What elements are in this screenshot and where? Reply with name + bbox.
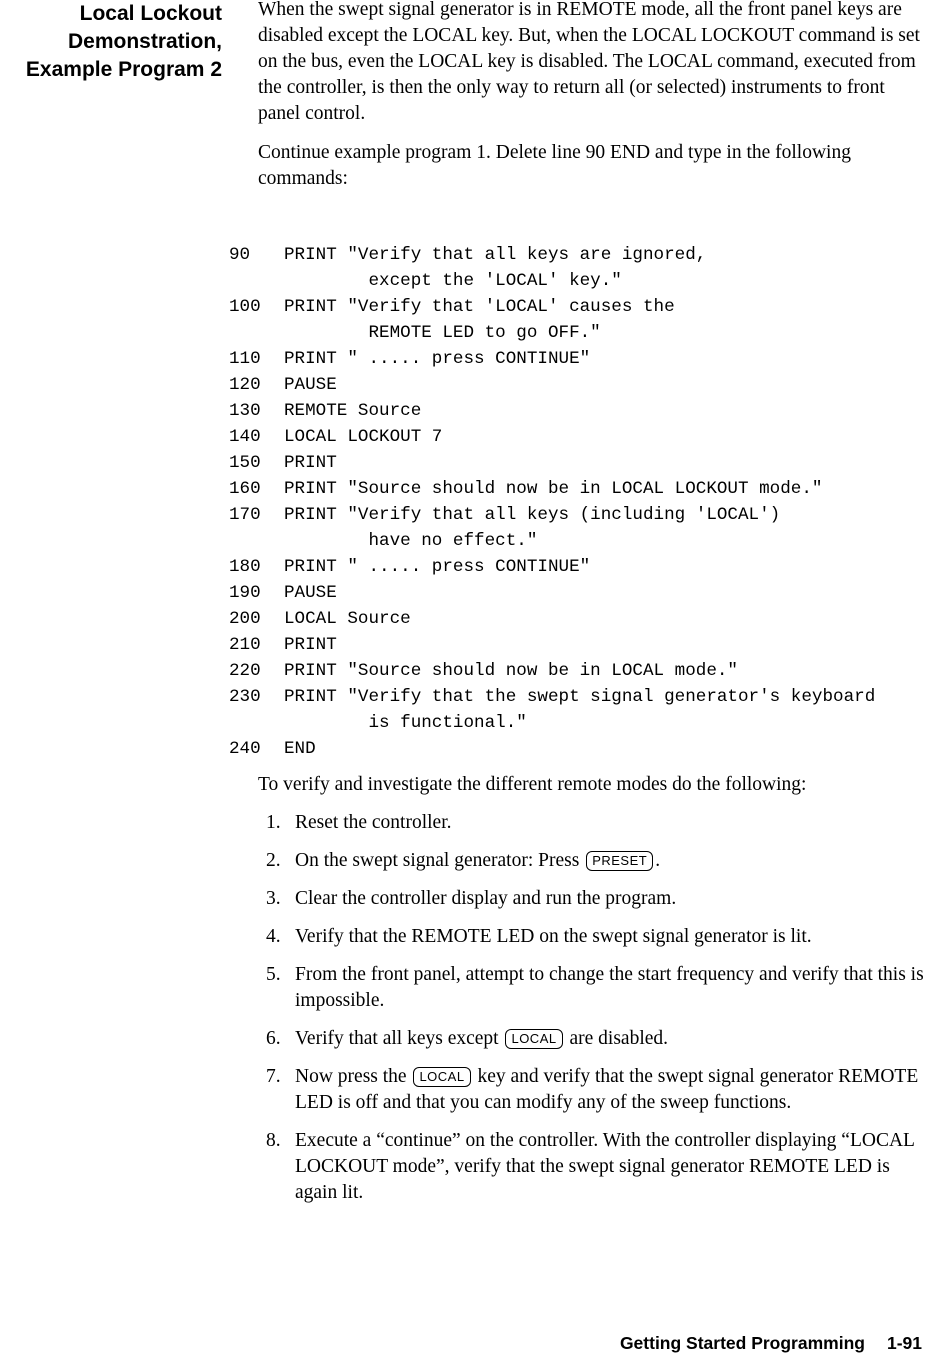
- line-number: 170: [229, 505, 261, 525]
- line-number: 140: [229, 427, 261, 447]
- page-footer: [620, 1333, 922, 1354]
- list-item: [266, 1026, 926, 1052]
- code-line: [229, 424, 875, 450]
- continue-paragraph: Continue example program 1. Delete line 90 END and type in the following commands:: [258, 142, 851, 189]
- preset-key: PRESET: [586, 851, 653, 871]
- step-text: [295, 1064, 926, 1116]
- line-number: 230: [229, 687, 261, 707]
- code-text: PRINT " ..... press CONTINUE": [284, 557, 591, 577]
- step-text-before: Verify that all keys except: [295, 1028, 499, 1049]
- steps-list: [266, 810, 926, 1218]
- heading-line: Example Program 2: [25, 58, 222, 81]
- code-text: PAUSE: [284, 583, 337, 603]
- step-text-before: On the swept signal generator: Press: [295, 850, 580, 871]
- code-text: is functional.": [284, 713, 527, 733]
- code-line: [229, 502, 875, 528]
- section-heading: [0, 0, 222, 84]
- code-line: [229, 736, 875, 762]
- heading-line: Local Lockout: [79, 2, 222, 25]
- code-line: [229, 242, 875, 268]
- code-line: [229, 606, 875, 632]
- page-number: 1-91: [886, 1333, 922, 1353]
- code-line: [229, 320, 875, 346]
- line-number: 100: [229, 297, 261, 317]
- step-text: [295, 1026, 926, 1052]
- verify-intro: To verify and investigate the different remote modes do the following:: [258, 774, 807, 795]
- list-item: [266, 886, 926, 912]
- code-text: PRINT: [284, 453, 337, 473]
- line-number: 210: [229, 635, 261, 655]
- step-text-before: Now press the: [295, 1066, 407, 1087]
- code-line: [229, 580, 875, 606]
- line-number: 190: [229, 583, 261, 603]
- code-text: PRINT " ..... press CONTINUE": [284, 349, 591, 369]
- list-item: [266, 924, 926, 950]
- step-number: 7.: [266, 1066, 281, 1087]
- line-number: [229, 268, 284, 294]
- list-item: [266, 962, 926, 1014]
- step-text-after: are disabled.: [569, 1028, 669, 1049]
- list-item: [266, 810, 926, 836]
- code-text: PRINT "Source should now be in LOCAL mode.": [284, 661, 738, 681]
- code-line: [229, 528, 875, 554]
- code-text: PRINT "Verify that the swept signal generator's keyboard: [284, 687, 876, 707]
- line-number: 130: [229, 401, 261, 421]
- heading-line: Demonstration,: [67, 30, 222, 53]
- line-number: 110: [229, 349, 261, 369]
- step-number: 8.: [266, 1130, 281, 1151]
- footer-title: Getting Started Programming: [619, 1333, 865, 1353]
- local-key: LOCAL: [413, 1067, 470, 1087]
- line-number: 90: [229, 245, 251, 265]
- list-item: [266, 1064, 926, 1116]
- step-number: 4.: [266, 926, 281, 947]
- code-text: except the 'LOCAL' key.": [284, 271, 622, 291]
- code-line: [229, 294, 875, 320]
- step-text: Execute a “continue” on the controller. With the controller displaying “LOCAL LOCKOUT mode”, verify that the swept signal generator REMOTE LED is again lit.: [295, 1130, 915, 1203]
- step-number: 3.: [266, 888, 281, 909]
- code-text: PRINT "Verify that 'LOCAL' causes the: [284, 297, 675, 317]
- line-number: 150: [229, 453, 261, 473]
- code-text: REMOTE LED to go OFF.": [284, 323, 601, 343]
- code-text: have no effect.": [284, 531, 538, 551]
- list-item: [266, 1128, 926, 1206]
- code-line: [229, 476, 875, 502]
- code-text: PRINT "Verify that all keys (including 'LOCAL'): [284, 505, 781, 525]
- intro-paragraph: When the swept signal generator is in REMOTE mode, all the front panel keys are disabled except the LOCAL key. But, when the LOCAL LOCKOUT command is set on the bus, even the LOCAL key is disabled. The LOCAL command, executed from the controller, is then the only way to return all (or selected) instruments to front panel control.: [258, 0, 920, 124]
- step-text-after: .: [655, 850, 661, 871]
- code-text: PRINT "Verify that all keys are ignored,: [284, 245, 707, 265]
- code-text: REMOTE Source: [284, 401, 422, 421]
- code-text: LOCAL LOCKOUT 7: [284, 427, 443, 447]
- code-line: [229, 684, 875, 710]
- code-line: [229, 268, 875, 294]
- code-line: [229, 632, 875, 658]
- line-number: 200: [229, 609, 261, 629]
- code-line: [229, 658, 875, 684]
- code-text: PAUSE: [284, 375, 337, 395]
- line-number: 120: [229, 375, 261, 395]
- step-text: From the front panel, attempt to change the start frequency and verify that this is impossible.: [295, 964, 924, 1011]
- line-number: [229, 528, 284, 554]
- step-number: 5.: [266, 964, 281, 985]
- intro-block: [258, 0, 926, 192]
- code-line: [229, 450, 875, 476]
- line-number: 160: [229, 479, 261, 499]
- step-text: Reset the controller.: [295, 812, 452, 833]
- code-text: PRINT "Source should now be in LOCAL LOCKOUT mode.": [284, 479, 823, 499]
- line-number: 220: [229, 661, 261, 681]
- code-text: LOCAL Source: [284, 609, 411, 629]
- code-listing: [229, 242, 875, 762]
- line-number: [229, 710, 284, 736]
- step-text: Verify that the REMOTE LED on the swept signal generator is lit.: [295, 926, 812, 947]
- step-text: [295, 848, 926, 874]
- line-number: 240: [229, 739, 261, 759]
- code-line: [229, 710, 875, 736]
- local-key: LOCAL: [505, 1029, 562, 1049]
- code-line: [229, 554, 875, 580]
- code-line: [229, 398, 875, 424]
- code-line: [229, 372, 875, 398]
- list-item: [266, 848, 926, 874]
- step-number: 1.: [266, 812, 281, 833]
- code-text: PRINT: [284, 635, 337, 655]
- code-line: [229, 346, 875, 372]
- step-text: Clear the controller display and run the program.: [295, 888, 677, 909]
- line-number: [229, 320, 284, 346]
- step-number: 6.: [266, 1028, 281, 1049]
- step-number: 2.: [266, 850, 281, 871]
- code-text: END: [284, 739, 316, 759]
- line-number: 180: [229, 557, 261, 577]
- step-text-after: key and verify that the swept signal generator REMOTE LED is off and that you can modify any of the sweep functions.: [295, 1066, 919, 1113]
